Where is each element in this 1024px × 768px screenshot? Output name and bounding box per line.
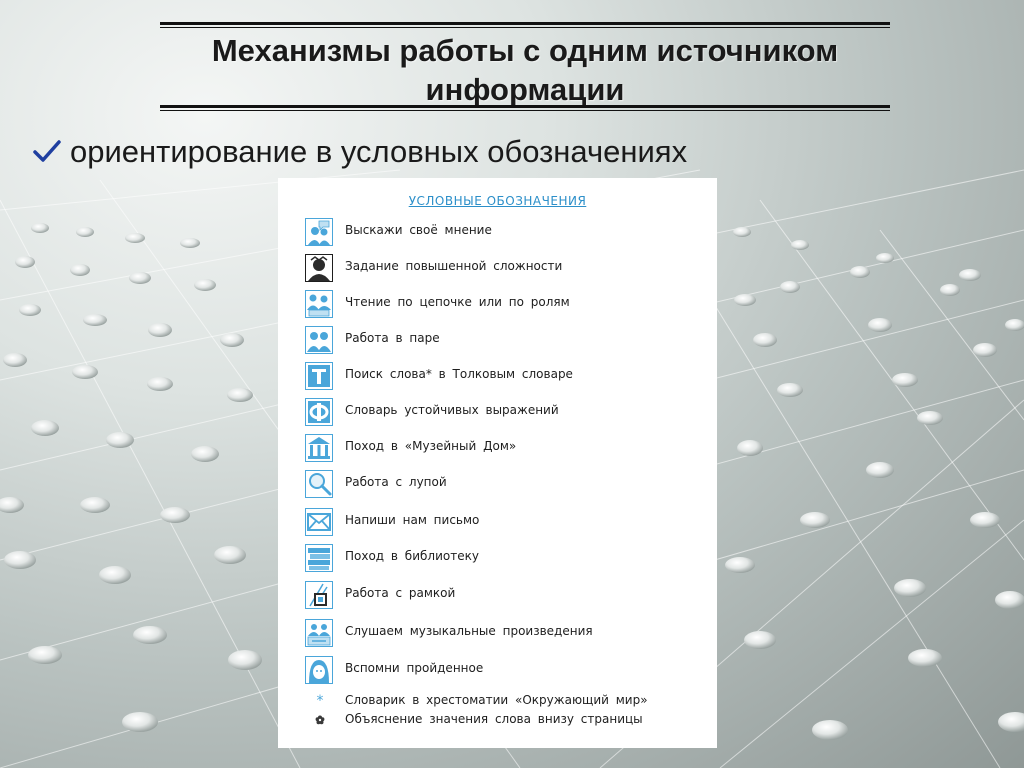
legend-item-label: Работа с лупой xyxy=(345,475,447,489)
remember-icon xyxy=(305,656,333,684)
legend-item-frame xyxy=(278,581,717,613)
legend-panel xyxy=(278,178,717,748)
star-icon: * xyxy=(316,693,324,709)
legend-item-pair xyxy=(278,326,717,358)
page-title xyxy=(160,31,890,109)
flower-icon xyxy=(314,714,326,726)
legend-item-label: Поиск слова* в Толковым словаре xyxy=(345,367,573,381)
difficult-task-icon xyxy=(305,254,333,282)
legend-item-magnifier xyxy=(278,470,717,502)
reading-group-icon xyxy=(305,290,333,318)
legend-item-footnote xyxy=(278,712,717,730)
title-rule-bottom xyxy=(160,105,890,111)
legend-item-label: Поход в библиотеку xyxy=(345,549,479,563)
legend-item-label: Словарь устойчивых выражений xyxy=(345,403,559,417)
legend-heading: УСЛОВНЫЕ ОБОЗНАЧЕНИЯ xyxy=(408,194,587,208)
legend-item-museum xyxy=(278,434,717,466)
legend-item-music xyxy=(278,619,717,651)
legend-item-label: Чтение по цепочке или по ролям xyxy=(345,295,570,309)
checkmark-icon xyxy=(32,137,62,167)
museum-icon xyxy=(305,434,333,462)
legend-item-opinion xyxy=(278,218,717,250)
title-block xyxy=(160,22,890,112)
legend-item-label: Поход в «Музейный Дом» xyxy=(345,439,517,453)
letter-t-icon xyxy=(305,362,333,390)
legend-item-library xyxy=(278,544,717,576)
envelope-icon xyxy=(305,508,333,536)
frame-icon xyxy=(305,581,333,609)
legend-item-reading xyxy=(278,290,717,322)
legend-item-label: Выскажи своё мнение xyxy=(345,223,492,237)
letter-f-icon xyxy=(305,398,333,426)
legend-item-label: Объяснение значения слова внизу страницы xyxy=(345,712,643,726)
speech-people-icon xyxy=(305,218,333,246)
legend-item-label: Вспомни пройденное xyxy=(345,661,484,675)
pair-work-icon xyxy=(305,326,333,354)
legend-item-label: Словарик в хрестоматии «Окружающий мир» xyxy=(345,693,648,707)
legend-item-label: Напиши нам письмо xyxy=(345,513,480,527)
legend-item-anthology xyxy=(278,693,717,711)
legend-item-phrases xyxy=(278,398,717,430)
bullet-text: ориентирование в условных обозначениях xyxy=(70,134,688,169)
legend-item-letter xyxy=(278,508,717,540)
title-rule-top xyxy=(160,22,890,28)
legend-item-label: Работа с рамкой xyxy=(345,586,456,600)
legend-item-label: Работа в паре xyxy=(345,331,440,345)
legend-item-difficult xyxy=(278,254,717,286)
books-icon xyxy=(305,544,333,572)
legend-item-label: Задание повышенной сложности xyxy=(345,259,563,273)
legend-item-dictionary xyxy=(278,362,717,394)
title-line-1: Механизмы работы с одним источником xyxy=(211,33,839,68)
title-line-2: информации xyxy=(425,72,625,107)
bullet-point xyxy=(32,134,687,170)
music-icon xyxy=(305,619,333,647)
legend-item-remember xyxy=(278,656,717,688)
magnifier-icon xyxy=(305,470,333,498)
legend-item-label: Слушаем музыкальные произведения xyxy=(345,624,593,638)
